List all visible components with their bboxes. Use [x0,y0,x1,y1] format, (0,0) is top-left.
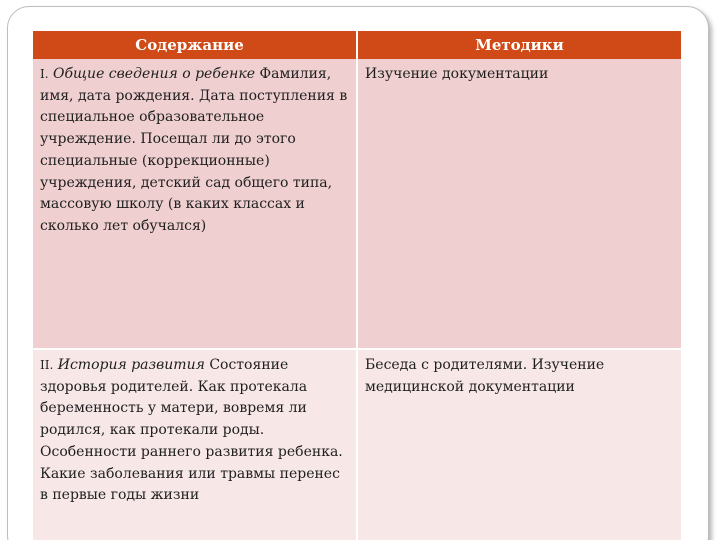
table-row [33,349,681,540]
row-number: II. [40,358,54,372]
header-methods-label: Методики [475,36,564,54]
method-cell [357,59,681,349]
row-number: I. [40,67,49,81]
content-cell [33,349,357,540]
header-methods [357,31,681,59]
row-topic: Общие сведения о ребенке [53,66,256,82]
content-cell [33,59,357,349]
table-row [33,59,681,349]
method-cell [357,349,681,540]
content-table [33,31,681,540]
row-details: Фамилия, имя, дата рождения. Дата поступления в специальное образовательное учреждение. Посещал ли до этого специальные (коррекционные) учреждения, детский сад общего типа, массовую школу (в каких классах и сколько лет обучался) [40,66,348,234]
row-topic: История развития [57,357,205,373]
row-method: Беседа с родителями. Изучение медицинской документации [365,357,605,395]
row-details: Состояние здоровья родителей. Как протекала беременность у матери, вовремя ли родился, как протекали роды. Особенности раннего развития ребенка. Какие заболевания или травмы перенес в первые годы жизни [40,357,343,504]
header-content [33,31,357,59]
header-content-label: Содержание [135,36,244,54]
row-method: Изучение документации [365,66,549,82]
table-header-row [33,31,681,59]
